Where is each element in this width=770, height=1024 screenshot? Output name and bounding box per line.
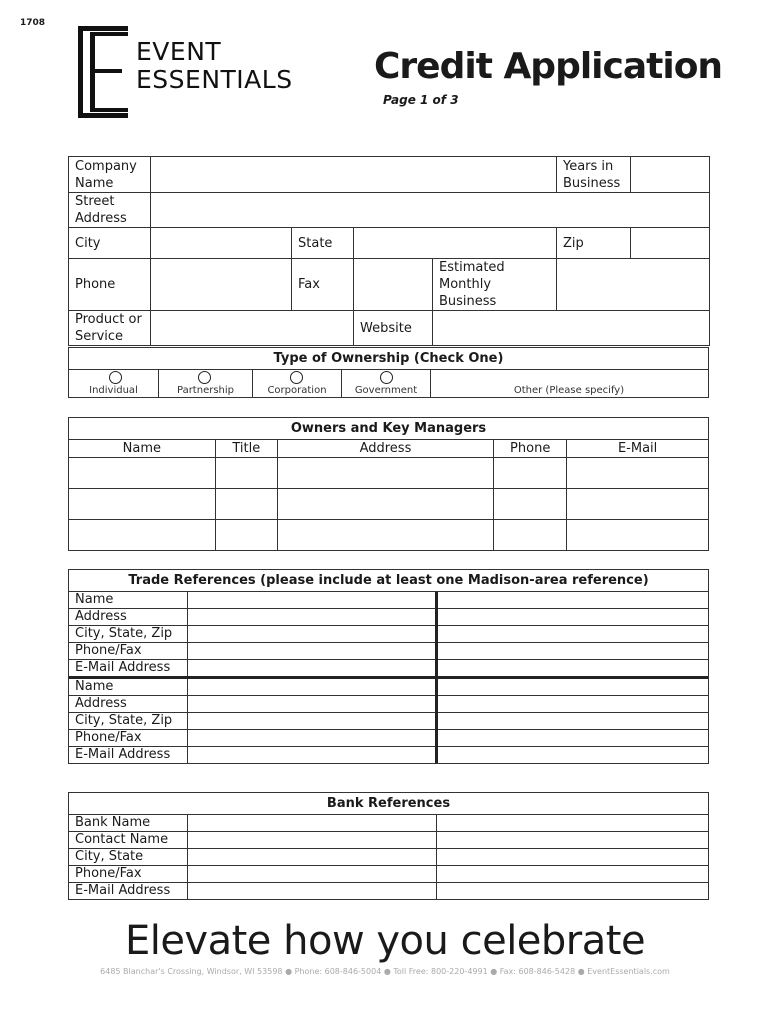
table-row xyxy=(69,815,708,832)
owner-title-field[interactable] xyxy=(215,457,277,488)
street-address-field[interactable] xyxy=(151,193,710,228)
ownership-option-partnership[interactable] xyxy=(159,370,253,397)
owners-table xyxy=(69,440,708,550)
trade-ref-label: E-Mail Address xyxy=(69,747,187,764)
owner-name-field[interactable] xyxy=(69,519,215,550)
zip-label: Zip xyxy=(557,228,631,259)
ownership-option-label: Partnership xyxy=(176,385,235,396)
table-row xyxy=(69,713,708,730)
trade-ref-2-phone-field[interactable] xyxy=(437,643,708,660)
table-row xyxy=(69,747,708,764)
trade-ref-4-name-field[interactable] xyxy=(437,678,708,696)
product-service-field[interactable] xyxy=(151,311,354,346)
trade-ref-label: Name xyxy=(69,678,187,696)
owner-address-field[interactable] xyxy=(277,519,493,550)
radio-circle-icon[interactable] xyxy=(290,371,303,384)
logo-line1: EVENT xyxy=(136,37,222,66)
ownership-option-other[interactable] xyxy=(431,370,707,397)
bank-ref-label: City, State xyxy=(69,849,187,866)
trade-ref-2-name-field[interactable] xyxy=(437,592,708,609)
ownership-option-government[interactable] xyxy=(342,370,431,397)
city-label: City xyxy=(69,228,151,259)
trade-ref-3-city-field[interactable] xyxy=(187,713,436,730)
bank-ref-2-contact-field[interactable] xyxy=(437,832,708,849)
radio-circle-icon[interactable] xyxy=(109,371,122,384)
trade-ref-2-address-field[interactable] xyxy=(437,609,708,626)
trade-ref-3-name-field[interactable] xyxy=(187,678,436,696)
owners-col-title: Title xyxy=(215,440,277,457)
ownership-section xyxy=(68,347,709,398)
website-field[interactable] xyxy=(433,311,710,346)
owner-title-field[interactable] xyxy=(215,519,277,550)
ownership-option-label: Corporation xyxy=(267,385,327,396)
bank-ref-2-city-field[interactable] xyxy=(437,849,708,866)
page-indicator: Page 1 of 3 xyxy=(383,93,459,107)
bank-ref-1-email-field[interactable] xyxy=(187,883,436,900)
owners-col-address: Address xyxy=(277,440,493,457)
trade-ref-label: Phone/Fax xyxy=(69,730,187,747)
trade-ref-1-email-field[interactable] xyxy=(187,660,436,678)
trade-ref-4-address-field[interactable] xyxy=(437,696,708,713)
page-title: Credit Application xyxy=(374,46,723,87)
trade-ref-label: E-Mail Address xyxy=(69,660,187,678)
owner-name-field[interactable] xyxy=(69,488,215,519)
ownership-option-corporation[interactable] xyxy=(253,370,342,397)
street-address-label: Street Address xyxy=(69,193,151,228)
state-field[interactable] xyxy=(354,228,557,259)
bullet-icon: ● xyxy=(285,967,295,976)
state-label: State xyxy=(292,228,354,259)
owners-heading: Owners and Key Managers xyxy=(69,418,708,440)
owners-header-row xyxy=(69,440,708,457)
table-row xyxy=(69,457,708,488)
company-info-table xyxy=(68,156,710,346)
owners-section xyxy=(68,417,709,551)
table-row xyxy=(69,488,708,519)
bullet-icon: ● xyxy=(490,967,500,976)
bank-ref-2-phone-field[interactable] xyxy=(437,866,708,883)
radio-circle-icon[interactable] xyxy=(198,371,211,384)
bank-ref-label: E-Mail Address xyxy=(69,883,187,900)
table-row xyxy=(69,592,708,609)
bank-ref-1-phone-field[interactable] xyxy=(187,866,436,883)
trade-ref-1-phone-field[interactable] xyxy=(187,643,436,660)
trade-ref-label: Name xyxy=(69,592,187,609)
website-label: Website xyxy=(354,311,433,346)
trade-ref-3-email-field[interactable] xyxy=(187,747,436,764)
trade-ref-4-city-field[interactable] xyxy=(437,713,708,730)
footer-toll-free: Toll Free: 800-220-4991 xyxy=(393,967,488,976)
trade-references-section xyxy=(68,569,709,764)
owner-phone-field[interactable] xyxy=(494,457,567,488)
product-service-label: Product or Service xyxy=(69,311,151,346)
trade-ref-label: Address xyxy=(69,609,187,626)
bank-references-heading: Bank References xyxy=(69,793,708,815)
trade-ref-label: City, State, Zip xyxy=(69,713,187,730)
table-row xyxy=(69,849,708,866)
phone-field[interactable] xyxy=(151,259,292,311)
estimated-monthly-label: Estimated Monthly Business xyxy=(433,259,557,311)
logo-line2: ESSENTIALS xyxy=(136,65,293,94)
trade-ref-label: City, State, Zip xyxy=(69,626,187,643)
owner-address-field[interactable] xyxy=(277,457,493,488)
table-row xyxy=(69,609,708,626)
table-row xyxy=(69,730,708,747)
owners-col-name: Name xyxy=(69,440,215,457)
footer-fax: Fax: 608-846-5428 xyxy=(499,967,576,976)
years-in-business-field[interactable] xyxy=(631,157,710,193)
owner-phone-field[interactable] xyxy=(494,519,567,550)
bank-ref-label: Bank Name xyxy=(69,815,187,832)
table-row xyxy=(69,678,708,696)
company-name-label: Company Name xyxy=(69,157,151,193)
trade-ref-3-address-field[interactable] xyxy=(187,696,436,713)
footer-website[interactable]: EventEssentials.com xyxy=(587,967,670,976)
owner-phone-field[interactable] xyxy=(494,488,567,519)
company-name-field[interactable] xyxy=(151,157,557,193)
trade-ref-4-email-field[interactable] xyxy=(437,747,708,764)
zip-field[interactable] xyxy=(631,228,710,259)
trade-ref-1-address-field[interactable] xyxy=(187,609,436,626)
fax-label: Fax xyxy=(292,259,354,311)
bullet-icon: ● xyxy=(577,967,588,976)
table-row xyxy=(69,866,708,883)
ownership-option-label: Government xyxy=(354,385,418,396)
tagline: Elevate how you celebrate xyxy=(124,918,646,964)
trade-ref-2-email-field[interactable] xyxy=(437,660,708,678)
owner-title-field[interactable] xyxy=(215,488,277,519)
bank-ref-1-city-field[interactable] xyxy=(187,849,436,866)
ownership-heading: Type of Ownership (Check One) xyxy=(69,348,708,370)
owner-email-field[interactable] xyxy=(567,457,708,488)
trade-ref-1-name-field[interactable] xyxy=(187,592,436,609)
table-row xyxy=(69,660,708,678)
bank-ref-2-bank-name-field[interactable] xyxy=(437,815,708,832)
trade-ref-label: Address xyxy=(69,696,187,713)
footer-contact xyxy=(0,967,770,976)
estimated-monthly-field[interactable] xyxy=(557,259,710,311)
owner-name-field[interactable] xyxy=(69,457,215,488)
ownership-option-individual[interactable] xyxy=(69,370,159,397)
owner-address-field[interactable] xyxy=(277,488,493,519)
city-field[interactable] xyxy=(151,228,292,259)
trade-references-heading: Trade References (please include at least one Madison-area reference) xyxy=(69,570,708,592)
trade-ref-3-phone-field[interactable] xyxy=(187,730,436,747)
fax-field[interactable] xyxy=(354,259,433,311)
bank-ref-1-contact-field[interactable] xyxy=(187,832,436,849)
form-id: 1708 xyxy=(20,18,46,28)
trade-ref-2-city-field[interactable] xyxy=(437,626,708,643)
table-row xyxy=(69,519,708,550)
trade-ref-1-city-field[interactable] xyxy=(187,626,436,643)
ownership-option-label: Other (Please specify) xyxy=(513,385,625,396)
years-in-business-label: Years in Business xyxy=(557,157,631,193)
bank-ref-2-email-field[interactable] xyxy=(437,883,708,900)
table-row xyxy=(69,643,708,660)
table-row xyxy=(69,696,708,713)
owner-email-field[interactable] xyxy=(567,519,708,550)
trade-ref-label: Phone/Fax xyxy=(69,643,187,660)
radio-circle-icon[interactable] xyxy=(380,371,393,384)
owners-col-email: E-Mail xyxy=(567,440,708,457)
bullet-icon: ● xyxy=(383,967,394,976)
footer-phone: Phone: 608-846-5004 xyxy=(294,967,382,976)
footer-address: 6485 Blanchar's Crossing, Windsor, WI 53598 xyxy=(100,967,283,976)
table-row xyxy=(69,626,708,643)
bank-references-table xyxy=(69,815,708,899)
bank-ref-label: Contact Name xyxy=(69,832,187,849)
table-row xyxy=(69,883,708,900)
trade-ref-4-phone-field[interactable] xyxy=(437,730,708,747)
phone-label: Phone xyxy=(69,259,151,311)
ownership-option-label: Individual xyxy=(89,385,138,396)
table-row xyxy=(69,832,708,849)
bank-ref-1-bank-name-field[interactable] xyxy=(187,815,436,832)
bank-references-section xyxy=(68,792,709,900)
logo-wordmark xyxy=(136,38,293,94)
owners-col-phone: Phone xyxy=(494,440,567,457)
owner-email-field[interactable] xyxy=(567,488,708,519)
bank-ref-label: Phone/Fax xyxy=(69,866,187,883)
trade-references-table xyxy=(69,592,708,763)
